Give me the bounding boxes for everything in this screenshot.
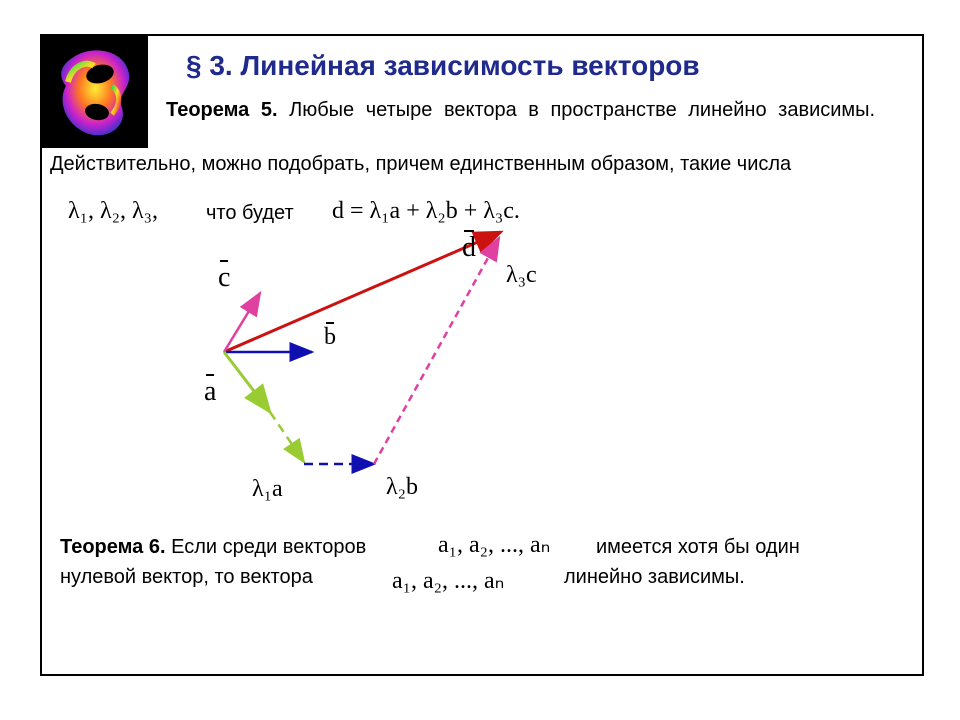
theorem-6-label: Теорема 6.: [60, 536, 166, 558]
label-a: a: [204, 376, 217, 407]
label-c: c: [218, 262, 231, 293]
vector-equation: d = λ₁a + λ₂b + λ₃c.: [332, 198, 520, 224]
label-lambda2-b: λ₂b: [386, 474, 419, 500]
vector-lambda1-a: [270, 412, 304, 462]
theorem-6-line1: [60, 536, 366, 559]
label-lambda3-c: λ₃c: [506, 262, 537, 288]
theorem-5-label: Теорема 5.: [166, 99, 278, 121]
theorem-6-part2: имеется хотя бы один: [596, 536, 800, 558]
theorem-5-text: Любые четыре вектора в пространстве линейно зависимы.: [277, 99, 876, 121]
theorem-6-part3: нулевой вектор, то вектора: [60, 566, 313, 588]
chto-budet-text: что будет: [206, 202, 294, 224]
page-title: § 3. Линейная зависимость векторов: [186, 50, 700, 81]
label-lambda1-a: λ₁a: [252, 476, 283, 502]
vector-a: [224, 352, 270, 412]
label-d: d: [462, 232, 476, 263]
theorem-6-part1: Если среди векторов: [165, 536, 367, 558]
lambda-list: λ₁, λ₂, λ₃,: [68, 198, 159, 224]
theorem-6-part4: линейно зависимы.: [564, 566, 745, 588]
vector-sequence-1: a₁, a₂, ..., aₙ: [438, 532, 551, 558]
vector-d: [224, 232, 501, 352]
vector-lambda3-c: [374, 238, 499, 464]
explanation-text: Действительно, можно подобрать, причем единственным образом, такие числа: [50, 153, 792, 175]
label-b: b: [324, 324, 336, 350]
vector-sequence-2: a₁, a₂, ..., aₙ: [392, 568, 505, 594]
